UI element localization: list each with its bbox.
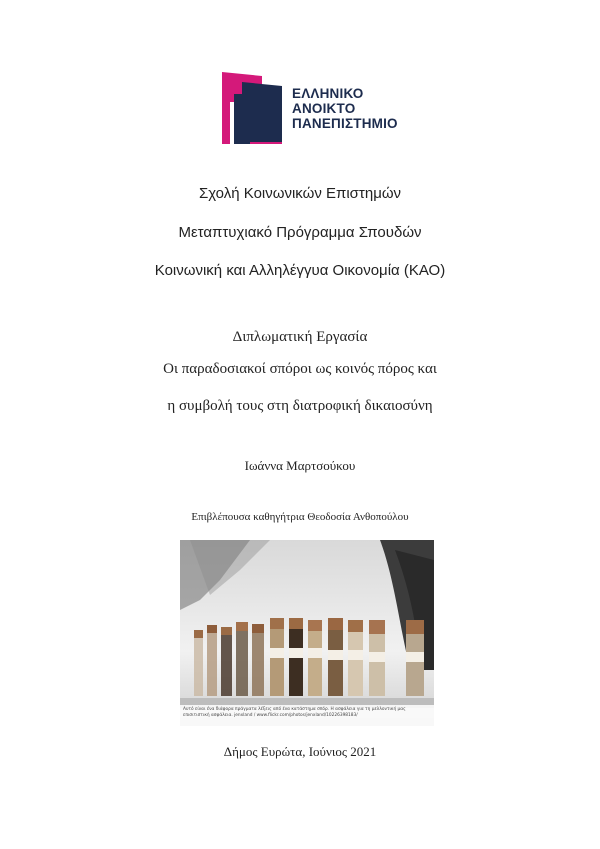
logo-line-2: ΑΝΟΙΚΤΟ bbox=[292, 101, 356, 116]
place-and-date: Δήμος Ευρώτα, Ιούνιος 2021 bbox=[223, 744, 377, 759]
program-name: Μεταπτυχιακό Πρόγραμμα Σπουδών bbox=[178, 224, 422, 241]
logo-wordmark bbox=[292, 86, 398, 131]
thesis-title-line-1: Οι παραδοσιακοί σπόροι ως κοινός πόρος και bbox=[163, 361, 437, 377]
thesis-title-line-2: η συμβολή τους στη διατροφική δικαιοσύνη bbox=[167, 398, 433, 414]
photo-caption-line-2: επισιτιστική ασφάλεια. jenxland / www.flickr.com/photos/jenxland/10226398183/ bbox=[183, 712, 358, 718]
photo-caption-line-1: Αυτό είναι ένα διάφορα πράγματα λέξεις από ένα κατάστημα σπόρ. Η ασφάλεια για τη μελλοντική μας bbox=[183, 707, 406, 712]
thesis-type: Διπλωματική Εργασία bbox=[232, 329, 368, 345]
specialization-name: Κοινωνική και Αλληλέγγυα Οικονομία (ΚΑΟ) bbox=[154, 262, 446, 279]
author-name: Ιωάννα Μαρτσούκου bbox=[244, 458, 356, 473]
school-name: Σχολή Κοινωνικών Επιστημών bbox=[198, 185, 402, 202]
seed-jars-photo bbox=[180, 540, 434, 726]
supervisor: Επιβλέπουσα καθηγήτρια Θεοδοσία Ανθοπούλου bbox=[191, 511, 409, 523]
book-emblem-icon bbox=[222, 72, 288, 144]
logo-line-3: ΠΑΝΕΠΙΣΤΗΜΙΟ bbox=[292, 116, 398, 131]
photo-caption bbox=[183, 707, 429, 718]
university-logo bbox=[222, 72, 412, 144]
logo-line-1: ΕΛΛΗΝΙΚΟ bbox=[292, 86, 364, 101]
